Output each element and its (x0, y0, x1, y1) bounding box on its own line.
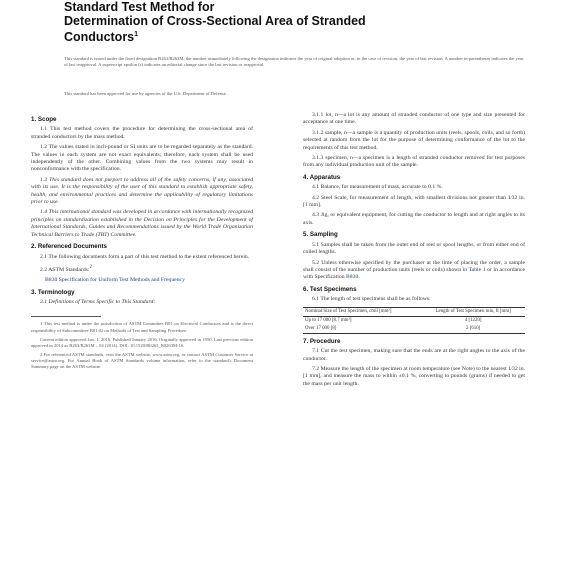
paragraph-1-1: 1.1 This test method covers the procedure for determining the cross-sectional area of stranded conductors by the mass method. (31, 126, 253, 140)
title-footnote-mark: 1 (134, 31, 139, 38)
footnote-1-edition: Current edition approved Jan. 1, 2016. Published January 2016. Originally approved in 1950. Last previous edition approved in 2014 as B263/B263M – 04 (2014). DOI: 10.1520/B0263_B0263M-16. (31, 336, 253, 348)
paragraph-3-1: 3.1 Definitions of Terms Specific to This Standard: (40, 299, 156, 306)
title-line-3-text: Conductors (64, 30, 135, 45)
table-row (303, 325, 525, 334)
paragraph-3-1-3: 3.1.3 specimen, n—a specimen is a length of stranded conductor removed for test purposes from any individual production unit of the sample. (303, 155, 525, 169)
paragraph-4-1: 4.1 Balance, for measurement of mass, accurate to 0.1 %. (312, 184, 443, 191)
section-heading-apparatus: 4. Apparatus (303, 173, 341, 181)
table-cell-length: 4 [1220] (464, 317, 482, 323)
specimen-length-table (303, 307, 525, 334)
astm-standards-text: 2.2 ASTM Standards: (40, 266, 90, 273)
title-line-3 (64, 28, 534, 44)
table-cell-size: Up to 17 000 [8.7 mm²] (305, 317, 352, 323)
paragraph-5-2-text-c: . (358, 274, 360, 281)
paragraph-1-3: 1.3 This standard does not purport to address all of the safety concerns, if any, associated with its use. It is the responsibility of the user of this standard to establish appropriate safety, health, and environmental practices and determine the applicability of regulatory limitations prior to use. (31, 176, 253, 206)
footnote-divider (31, 316, 101, 317)
footnote-1: 1 This test method is under the jurisdiction of ASTM Committee B01 on Electrical Conductors and is the direct responsibility of Subcommittee B01.02 on Methods of Test and Sampling Procedure. (31, 321, 253, 333)
table-header-row (303, 307, 525, 316)
reference-b830-title[interactable]: Specification for Uniform Test Methods and Frequency (57, 277, 185, 284)
approval-note: This standard has been approved for use by agencies of the U.S. Department of Defense. (64, 91, 227, 96)
paragraph-3-1-2: 3.1.2 sample, n—a sample is a quantity of production units (reels, spools, coils, and so forth) selected at random from the lot for the purpose of determining conformance of the lot to the requirements of this test method. (303, 129, 525, 151)
designation-note: This standard is issued under the fixed designation B263/B263M; the number immediately following the designation indicates the year of original adoption or, in the case of revision, the year of last revision. A number in parentheses indicates the year of last reapproval. A superscript epsilon (ε) indicates an editorial change since the last revision or reapproval. (64, 56, 524, 68)
paragraph-4-2: 4.2 Steel Scale, for measurement of length, with smallest divisions not greater than 1⁄32 in. [1 mm]. (303, 194, 525, 209)
left-column (31, 112, 253, 373)
paragraph-4-3: 4.3 Jig, or equivalent equipment, for cutting the conductor to length and at right angles to its axis. (303, 212, 525, 226)
section-heading-referenced-documents: 2. Referenced Documents (31, 243, 107, 251)
paragraph-5-1: 5.1 Samples shall be taken from the outer end of reel or spool lengths, or from either end of coiled lengths. (303, 241, 525, 256)
link-spec-b830[interactable]: B830 (345, 274, 359, 281)
table-header-length: Length of Test Specimen min, ft [mm] (435, 308, 511, 314)
paragraph-6-1: 6.1 The length of test specimens shall be as follows: (312, 296, 431, 303)
paragraph-5-2-text-b: or in accordance with Specification (303, 266, 525, 281)
footnote-2: 2 For referenced ASTM standards, visit the ASTM website, www.astm.org, or contact ASTM Customer Service at service@astm.org. For Annual Book of ASTM Standards volume information, refer to the standard's Document Summary page on the ASTM website. (31, 351, 253, 369)
paragraph-5-2-text-a: 5.2 Unless otherwise specified by the purchaser at the time of placing the order, a sample shall consist of the number of production units (reels or coils) shown in (303, 259, 525, 273)
astm-standards-label (31, 264, 253, 274)
section-heading-sampling: 5. Sampling (303, 231, 338, 239)
section-heading-terminology: 3. Terminology (31, 288, 75, 296)
paragraph-1-4: 1.4 This international standard was developed in accordance with internationally recognized principles on standardization established in the Decision on Principles for the Development of International Standards, Guides and Recommendations issued by the World Trade Organization Technical Barriers to Trade (TBT) Committee. (31, 209, 253, 238)
title-line-1: Standard Test Method for (64, 0, 215, 14)
right-column (303, 112, 525, 391)
table-row (303, 316, 525, 325)
paragraph-1-2: 1.2 The values stated in inch-pound or SI units are to be regarded separately as the standard. The values in each system are not exact equivalents; therefore, each system shall be used independently of the other. Combining values from the two systems may result in nonconformance with the specification. (31, 144, 253, 173)
section-heading-scope: 1. Scope (31, 116, 57, 123)
link-b830[interactable]: B830 (45, 277, 58, 284)
paragraph-3-1-1: 3.1.1 lot, n—a lot is any amount of stranded conductor of one type and size presented for acceptance at one time. (303, 112, 525, 126)
table-cell-length: 2 [610] (466, 325, 481, 331)
paragraph-5-2 (303, 260, 525, 282)
paragraph-7-2: 7.2 Measure the length of the specimen at room temperature (see Note) to the nearest 1⁄32 in. [1 mm], and measure the mass to within ±0.1 %, converting to pounds (grams) if needed to get the mass per unit length. (303, 366, 525, 387)
section-heading-test-specimens: 6. Test Specimens (303, 285, 357, 293)
document-title (64, 0, 534, 44)
paragraph-2-1: 2.1 The following documents form a part of this test method to the extent referenced herein. (40, 253, 250, 260)
title-line-2: Determination of Cross-Sectional Area of Stranded (64, 14, 366, 28)
reference-b830 (45, 277, 253, 284)
astm-footnote-mark: 2 (89, 264, 92, 270)
paragraph-7-1: 7.1 Cut the test specimen, making sure that the ends are at the right angles to the axis of the conductor. (303, 348, 525, 362)
link-table-1[interactable]: Table 1 (468, 266, 486, 273)
table-header-size: Nominal Size of Test Specimen, cmil [mm²] (305, 308, 392, 314)
section-heading-procedure: 7. Procedure (303, 337, 341, 345)
table-cell-size: Over 17 000 [8] (305, 325, 337, 331)
